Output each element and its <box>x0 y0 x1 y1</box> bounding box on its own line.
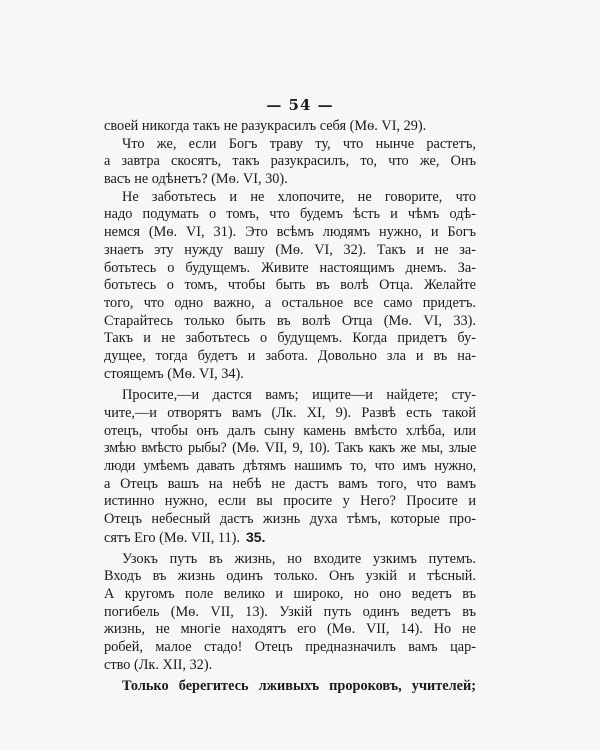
text-line: Такъ и не заботьтесь о будущемъ. Когда придетъ бу- <box>104 330 476 347</box>
text-line: а Отецъ вашъ на небѣ не дастъ вамъ того, что вамъ <box>104 475 476 492</box>
text-line: Только берегитесь лживыхъ пророковъ, учителей; <box>122 678 476 695</box>
text-line: люди умѣемъ давать дѣтямъ нашимъ то, что имъ нужно, <box>104 458 476 475</box>
text-line: своей никогда такъ не разукрасилъ себя (Мѳ. VI, 29). <box>104 118 427 134</box>
paragraph <box>104 118 476 136</box>
text-line: чите,—и отворятъ вамъ (Лк. XI, 9). Развѣ есть такой <box>104 405 476 421</box>
section-marker: 35. <box>245 528 266 545</box>
text-line: того, что одно важно, а остальное все само придетъ. <box>104 294 476 311</box>
text-line: ство (Лк. XII, 32). <box>104 656 213 673</box>
text-line: Старайтесь только быть въ волѣ Отца (Мѳ. VI, 33). <box>104 312 476 329</box>
text-line: Не заботьтесь и не хлопочите, не говорите, что <box>122 188 476 205</box>
text-line: Отецъ небесный дастъ жизнь духа тѣмъ, которые про- <box>104 511 476 528</box>
text-line: жизнь, не многіе находятъ его (Мѳ. VII, 14). Но не <box>104 621 476 638</box>
page-number: — 54 — <box>266 96 334 114</box>
text-line: Входъ въ жизнь одинъ только. Онъ узкій и тѣсный. <box>104 568 476 585</box>
paragraph <box>104 136 476 189</box>
text-line-content: сятъ Его (Мѳ. VII, 11). <box>104 529 240 546</box>
paragraph <box>104 678 476 696</box>
text-line: стоящемъ (Мѳ. VI, 34). <box>104 365 244 382</box>
paragraph <box>104 551 476 675</box>
text-line: а завтра скосятъ, такъ разукрасилъ, то, что же, Онъ <box>104 153 476 170</box>
text-line: Что же, если Богъ траву ту, что нынче растетъ, <box>122 135 476 152</box>
text-line: Узокъ путь въ жизнь, но входите узкимъ путемъ. <box>122 550 476 567</box>
text-line: А кругомъ поле велико и широко, но оно ведетъ въ <box>104 585 476 602</box>
paragraph <box>104 387 476 546</box>
text-line: ботьтесь о будущемъ. Живите настоящимъ днемъ. За- <box>104 259 476 276</box>
paragraph <box>104 189 476 384</box>
text-line: погибель (Мѳ. VII, 13). Узкій путь одинъ ведетъ въ <box>104 603 476 620</box>
text-line: истинно нужно, если вы просите у Него? Просите и <box>104 493 476 510</box>
text-line: отецъ, чтобы онъ далъ сыну камень вмѣсто хлѣба, или <box>104 422 476 439</box>
text-line: знаетъ эту нужду вашу (Мѳ. VI, 32). Такъ и не за- <box>104 241 476 258</box>
body-text <box>104 118 476 696</box>
text-line: змѣю вмѣсто рыбы? (Мѳ. VII, 9, 10). Такъ какъ же мы, злые <box>104 440 476 457</box>
text-line: Просите,—и дастся вамъ; ищите—и найдете; сту- <box>122 387 476 404</box>
text-line <box>104 529 476 547</box>
text-line: немся (Мѳ. VI, 31). Это всѣмъ людямъ нужно, и Богъ <box>104 224 476 241</box>
text-line: робей, малое стадо! Отецъ предназначилъ вамъ цар- <box>104 638 476 655</box>
text-line: ботьтесь о томъ, чтобы быть въ волѣ Отца. Желайте <box>104 277 476 294</box>
text-line: васъ не одѣнетъ? (Мѳ. VI, 30). <box>104 171 288 188</box>
text-line: дущее, тогда будетъ и забота. Довольно зла и въ на- <box>104 347 476 364</box>
text-line: надо подумать о томъ, что будемъ ѣсть и чѣмъ одѣ- <box>104 206 476 223</box>
